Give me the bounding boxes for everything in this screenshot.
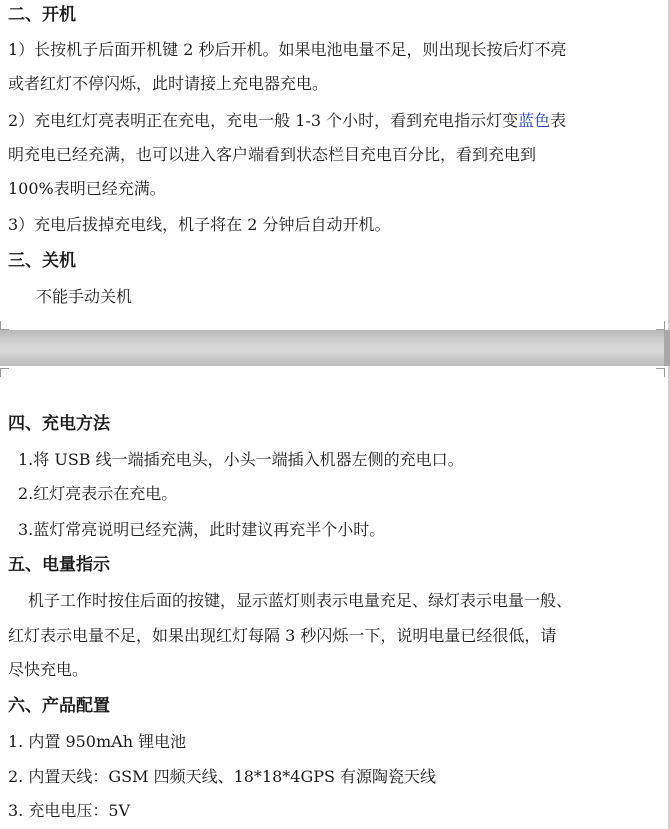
section-heading-product-config: 六、产品配置 (8, 696, 110, 716)
charging-step-2: 2.红灯亮表示在充电。 (18, 484, 178, 503)
config-item-3: 3. 充电电压：5V (8, 801, 131, 820)
power-on-step-1-line-2: 或者红灯不停闪烁，此时请接上充电器充电。 (8, 74, 329, 93)
margin-mark (656, 368, 665, 377)
charging-step-3: 3.蓝灯常亮说明已经充满，此时建议再充半个小时。 (18, 520, 386, 539)
step-2-text-end: 表 (550, 111, 567, 130)
power-on-step-1-line-1: 1）长按机子后面开机键 2 秒后开机。如果电池电量不足，则出现长按后灯不亮 (8, 40, 567, 59)
battery-indicator-line-3: 尽快充电。 (8, 660, 89, 679)
section-heading-power-on: 二、开机 (8, 5, 76, 25)
section-heading-battery-indicator: 五、电量指示 (8, 555, 110, 575)
step-2-text: 2）充电红灯亮表明正在充电，充电一般 1-3 个小时，看到充电指示灯变 (8, 111, 519, 130)
power-on-step-2-line-2: 明充电已经充满，也可以进入客户端看到状态栏目充电百分比，看到充电到 (8, 145, 537, 164)
document-page-2 (0, 366, 670, 829)
config-item-2: 2. 内置天线：GSM 四频天线、18*18*4GPS 有源陶瓷天线 (8, 767, 437, 786)
margin-mark (0, 368, 9, 377)
page-break-gap (0, 330, 670, 366)
power-on-step-2-line-3: 100%表明已经充满。 (8, 179, 166, 198)
blue-highlight-text: 蓝色 (518, 111, 551, 130)
config-item-1: 1. 内置 950mAh 锂电池 (8, 732, 187, 751)
power-on-step-2-line-1 (8, 110, 566, 132)
margin-mark (656, 321, 665, 330)
charging-step-1: 1.将 USB 线一端插充电头，小头一端插入机器左侧的充电口。 (18, 450, 464, 469)
section-heading-power-off: 三、关机 (8, 251, 76, 271)
battery-indicator-line-1: 机子工作时按住后面的按键，显示蓝灯则表示电量充足、绿灯表示电量一般、 (28, 591, 573, 610)
power-on-step-3: 3）充电后拔掉充电线，机子将在 2 分钟后自动开机。 (8, 215, 391, 234)
margin-mark (0, 321, 9, 330)
document-page-1 (0, 0, 670, 330)
power-off-text: 不能手动关机 (36, 287, 133, 306)
battery-indicator-line-2: 红灯表示电量不足，如果出现红灯每隔 3 秒闪烁一下，说明电量已经很低，请 (8, 626, 557, 645)
section-heading-charging-method: 四、充电方法 (8, 414, 110, 434)
